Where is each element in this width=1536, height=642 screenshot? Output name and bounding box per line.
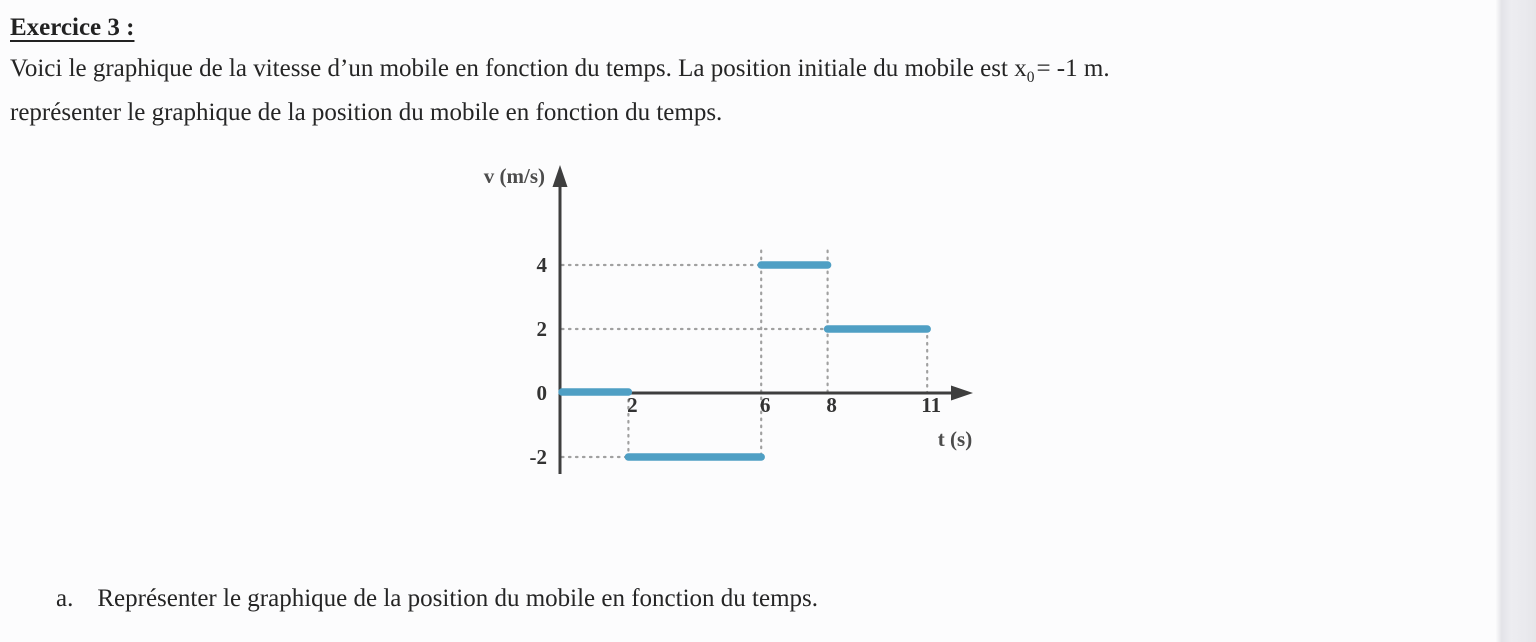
x0-subscript: 0 — [1026, 69, 1035, 86]
statement-line1-text: Voici le graphique de la vitesse d’un mobile en fonction du temps. La position initiale du mobile est x — [10, 55, 1027, 82]
x-tick-label: 6 — [759, 393, 771, 417]
y-tick-label: 0 — [536, 381, 547, 405]
velocity-time-graph — [440, 148, 1010, 488]
question-marker: a. — [56, 585, 74, 612]
y-tick-label: 2 — [536, 317, 547, 341]
y-tick-label: 4 — [536, 253, 547, 277]
statement-line1-value: = -1 m. — [1036, 55, 1110, 82]
velocity-time-graph-svg — [440, 148, 1010, 488]
statement-line-2: représenter le graphique de la position du mobile en fonction du temps. — [10, 98, 723, 126]
page-edge-background — [1496, 0, 1536, 642]
x-tick-label: 2 — [627, 393, 638, 417]
statement-line-1 — [10, 52, 1110, 96]
y-axis-label: v (m/s) — [483, 164, 545, 188]
exercise-statement — [10, 52, 1110, 130]
x-axis-label: t (s) — [937, 427, 973, 451]
x-tick-label: 8 — [826, 393, 837, 417]
x-tick-label: 11 — [921, 393, 942, 417]
y-axis-arrowhead — [553, 165, 568, 187]
question-item-a — [56, 585, 818, 613]
x-axis-arrowhead — [951, 386, 973, 401]
question-text: Représenter le graphique de la position du mobile en fonction du temps. — [97, 585, 819, 612]
y-tick-label: -2 — [529, 445, 547, 469]
exercise-title: Exercice 3 : — [10, 14, 135, 41]
